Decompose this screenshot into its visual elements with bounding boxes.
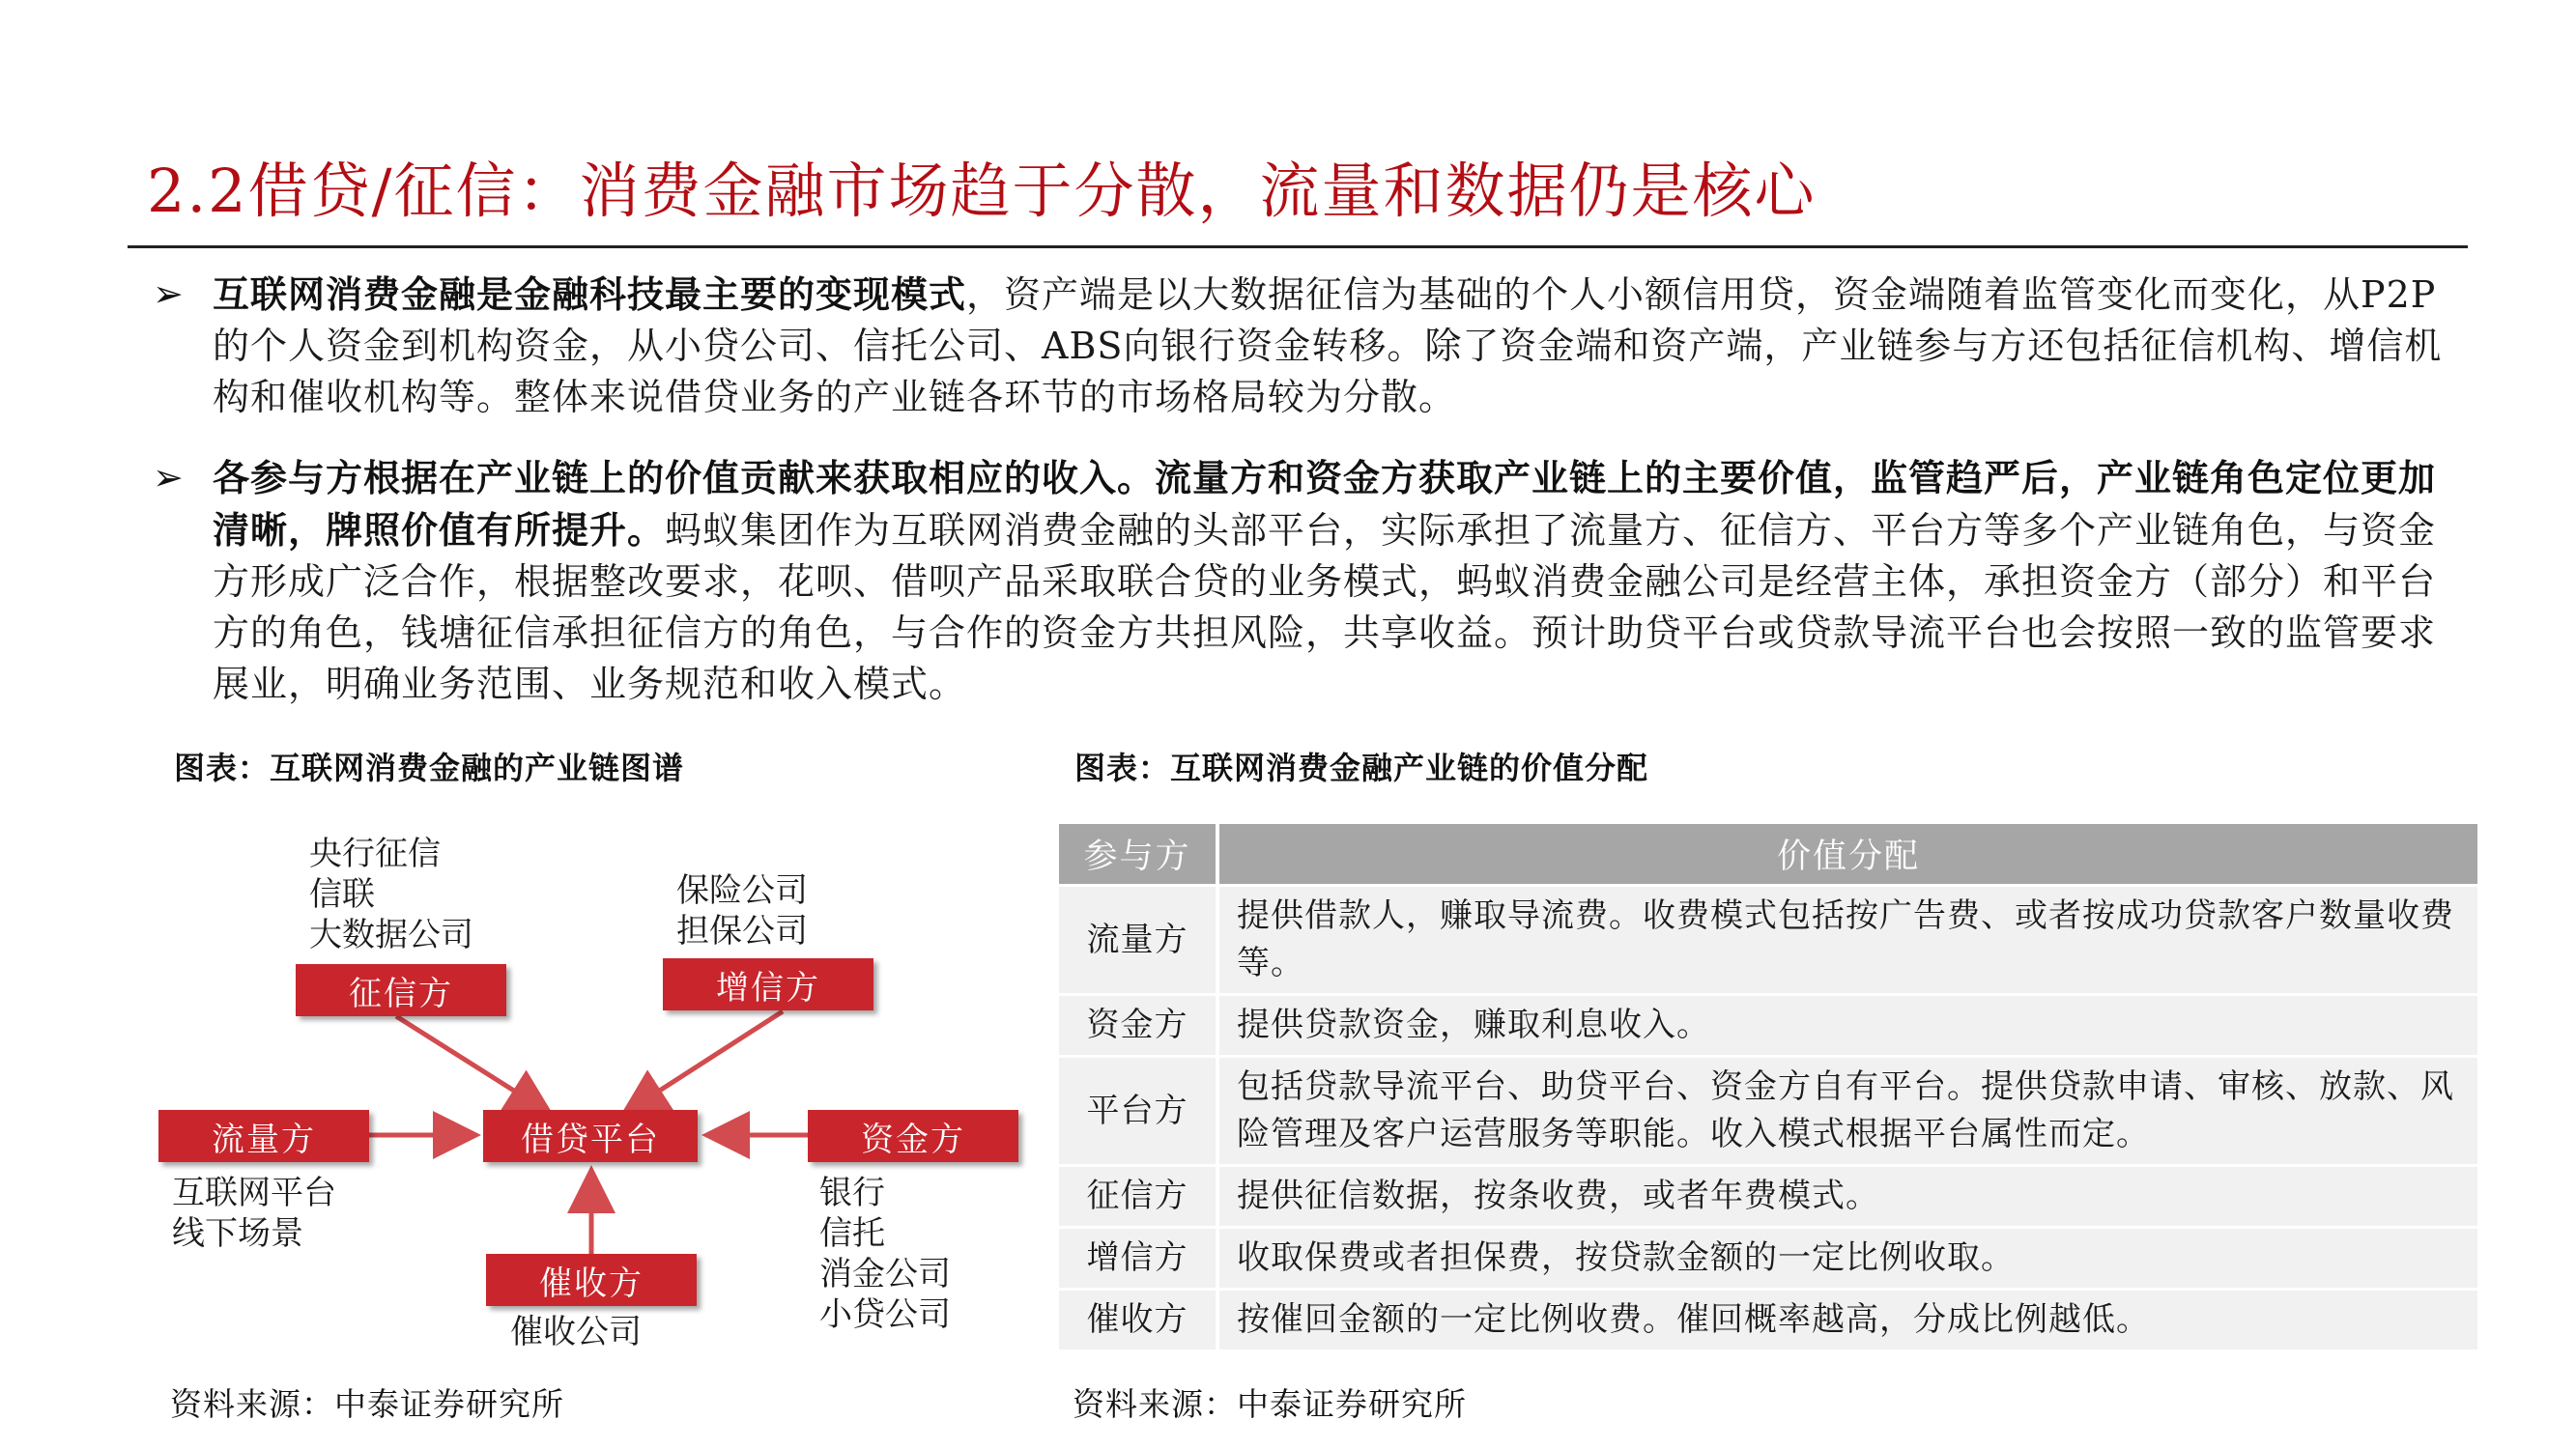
- collection-members: [510, 1312, 642, 1352]
- node-platform: 借贷平台: [483, 1110, 698, 1162]
- table-header-row: [1059, 824, 2477, 884]
- bullet-2-body: 蚂蚁集团作为互联网消费金融的头部平台，实际承担了流量方、征信方、平台方等多个产业链角色，与资金方形成广泛合作，根据整改要求，花呗、借呗产品采取联合贷的业务模式，蚂蚁消费金融公司是经营主体，承担资金方（部分）和平台方的角色，钱塘征信承担征信方的角色，与合作的资金方共担风险，共享收益。预计助贷平台或贷款导流平台也会按照一致的监管要求展业，明确业务范围、业务规范和收入模式。: [213, 509, 2437, 705]
- value-cell: 收取保费或者担保费，按贷款金额的一定比例收取。: [1216, 1229, 2477, 1288]
- funding-members: [819, 1173, 951, 1335]
- guarantee-member: 保险公司: [676, 871, 808, 910]
- bullet-1-body: ，资产端是以大数据征信为基础的个人小额信用贷，资金端随着监管变化而变化，从P2P的个人资金到机构资金，从小贷公司、信托公司、ABS向银行资金转移。除了资金端和资产端，产业链参与方还包括征信机构、增信机构和催收机构等。整体来说借贷业务的产业链各环节的市场格局较为分散。: [213, 273, 2443, 418]
- table-row: [1059, 996, 2477, 1055]
- value-cell: 按催回金额的一定比例收费。催回概率越高，分成比例越低。: [1216, 1291, 2477, 1350]
- table-row: [1059, 887, 2477, 993]
- participant-cell: 征信方: [1059, 1167, 1216, 1226]
- value-cell: 包括贷款导流平台、助贷平台、资金方自有平台。提供贷款申请、审核、放款、风险管理及客户运营服务等职能。收入模式根据平台属性而定。: [1216, 1058, 2477, 1164]
- left-figure-caption: 图表：互联网消费金融的产业链图谱: [174, 750, 685, 786]
- value-distribution-table: [1059, 821, 2477, 1352]
- arrow-bullet-icon: ➢: [153, 272, 184, 315]
- credit-member: 信联: [309, 875, 375, 914]
- arrow-bullet-icon: ➢: [153, 456, 184, 498]
- credit-member: 央行征信: [309, 835, 441, 873]
- participant-cell: 流量方: [1059, 887, 1216, 993]
- guarantee-members: [676, 870, 808, 952]
- guarantee-member: 担保公司: [676, 912, 808, 951]
- table-row: [1059, 1291, 2477, 1350]
- funding-member: 小贷公司: [819, 1295, 951, 1334]
- node-credit: 征信方: [296, 964, 506, 1016]
- left-figure-source: 资料来源：中泰证券研究所: [170, 1385, 564, 1423]
- right-figure-source: 资料来源：中泰证券研究所: [1073, 1385, 1467, 1423]
- traffic-members: [172, 1173, 336, 1254]
- table-row: [1059, 1229, 2477, 1288]
- node-funding: 资金方: [808, 1110, 1018, 1162]
- participant-cell: 增信方: [1059, 1229, 1216, 1288]
- participant-cell: 平台方: [1059, 1058, 1216, 1164]
- value-cell: 提供借款人，赚取导流费。收费模式包括按广告费、或者按成功贷款客户数量收费等。: [1216, 887, 2477, 993]
- bullet-2-bold: 各参与方根据在产业链上的价值贡献来获取相应的收入。流量方和资金方获取产业链上的主要价值，监管趋严后，产业链角色定位更加清晰，牌照价值有所提升。: [213, 456, 2437, 552]
- traffic-member: 线下场景: [172, 1214, 303, 1253]
- arrow-credit-to-platform: [396, 1016, 546, 1111]
- page-title: 2.2借贷/征信：消费金融市场趋于分散，流量和数据仍是核心: [147, 156, 1817, 226]
- table-row: [1059, 1167, 2477, 1226]
- participant-cell: 催收方: [1059, 1291, 1216, 1350]
- traffic-member: 互联网平台: [172, 1174, 336, 1212]
- node-guarantee: 增信方: [663, 958, 873, 1010]
- credit-members: [309, 834, 473, 955]
- right-figure-caption: 图表：互联网消费金融产业链的价值分配: [1074, 750, 1649, 786]
- credit-member: 大数据公司: [309, 916, 473, 954]
- node-traffic: 流量方: [158, 1110, 369, 1162]
- value-cell: 提供征信数据，按条收费，或者年费模式。: [1216, 1167, 2477, 1226]
- funding-member: 信托: [819, 1214, 885, 1253]
- header-value-distribution: 价值分配: [1216, 824, 2477, 884]
- node-collection: 催收方: [486, 1254, 697, 1306]
- arrow-guarantee-to-platform: [628, 1011, 783, 1111]
- funding-member: 消金公司: [819, 1255, 951, 1293]
- header-participant: 参与方: [1059, 824, 1216, 884]
- table-row: [1059, 1058, 2477, 1164]
- value-cell: 提供贷款资金，赚取利息收入。: [1216, 996, 2477, 1055]
- participant-cell: 资金方: [1059, 996, 1216, 1055]
- bullet-1-bold: 互联网消费金融是金融科技最主要的变现模式: [213, 272, 967, 316]
- funding-member: 银行: [819, 1174, 885, 1212]
- collection-member: 催收公司: [510, 1313, 642, 1351]
